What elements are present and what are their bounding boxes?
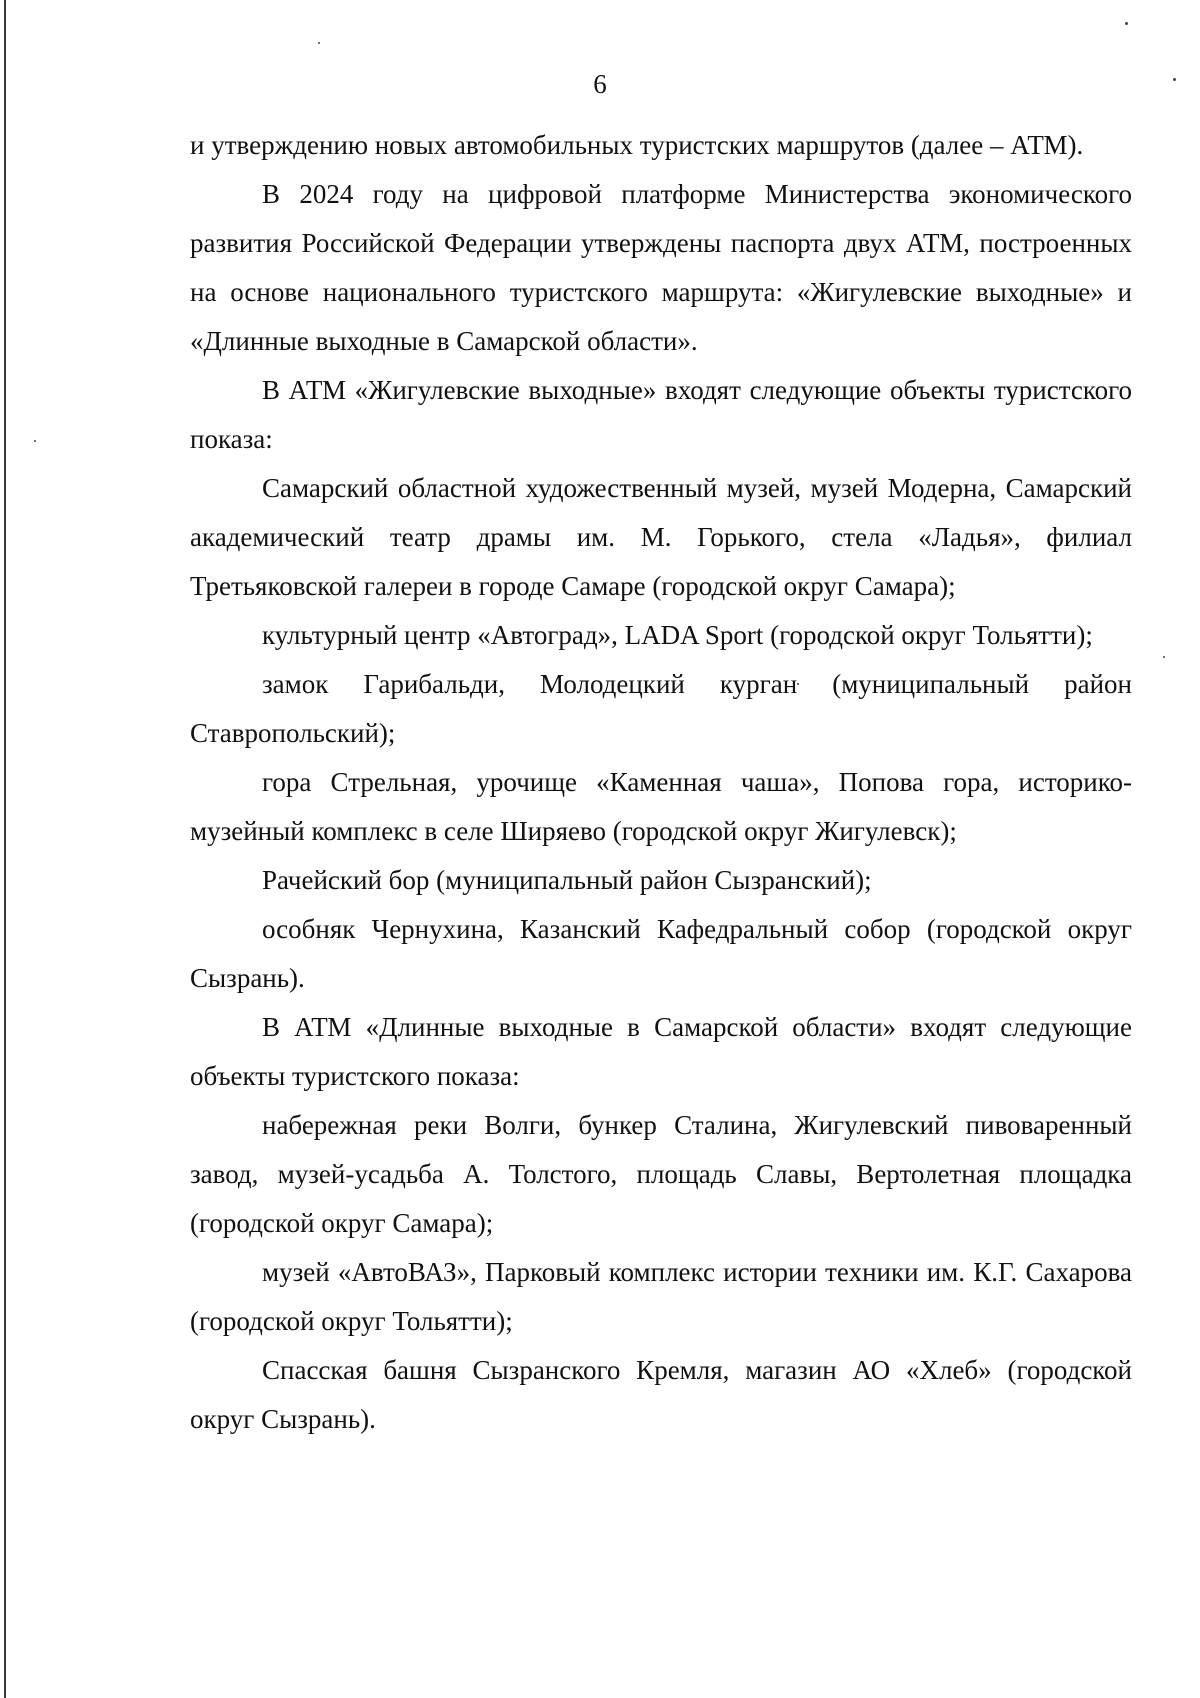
paragraph: культурный центр «Автоград», LADA Sport (городской округ Тольятти); [262,620,1093,650]
paragraph: музей «АвтоВАЗ», Парковый комплекс истории техники им. К.Г. Сахарова (городской округ Тольятти); [190,1257,1132,1336]
scan-speck [1125,22,1128,25]
paragraph: В 2024 году на цифровой платформе Министерства экономического развития Российской Федерации утверждены паспорта двух АТМ, построенных на основе национального туристского маршрута: «Жигулевские выходные» и «Длинные выходные в Самарской области». [190,179,1132,356]
paragraph: набережная реки Волги, бункер Сталина, Жигулевский пивоваренный завод, музей-усадьба А. Толстого, площадь Славы, Вертолетная площадка (городской округ Самара); [190,1110,1132,1238]
paragraph: и утверждению новых автомобильных туристских маршрутов (далее – АТМ). [190,130,1084,160]
paragraph: В АТМ «Длинные выходные в Самарской области» входят следующие объекты туристского показа: [190,1012,1132,1091]
scan-speck [1163,656,1165,658]
paragraph: Рачейский бор (муниципальный район Сызранский); [262,865,872,895]
paragraph: гора Стрельная, урочище «Каменная чаша», Попова гора, историко-музейный комплекс в селе Ширяево (городской округ Жигулевск); [190,767,1132,846]
scan-speck [318,42,320,44]
paragraph: В АТМ «Жигулевские выходные» входят следующие объекты туристского показа: [190,375,1132,454]
page-number: 6 [593,69,607,99]
paragraph: Самарский областной художественный музей, музей Модерна, Самарский академический театр драмы им. М. Горького, стела «Ладья», филиал Третьяковской галереи в городе Самаре (городской округ Самара); [190,473,1132,601]
scan-speck [34,440,36,442]
document-body [190,121,1132,1444]
paragraph: Спасская башня Сызранского Кремля, магазин АО «Хлеб» (городской округ Сызрань). [190,1355,1132,1434]
paragraph: замок Гарибальди, Молодецкий курган (муниципальный район Ставропольский); [190,669,1132,748]
paragraph: особняк Чернухина, Казанский Кафедральный собор (городской округ Сызрань). [190,914,1132,993]
scan-edge-line [4,0,6,1698]
